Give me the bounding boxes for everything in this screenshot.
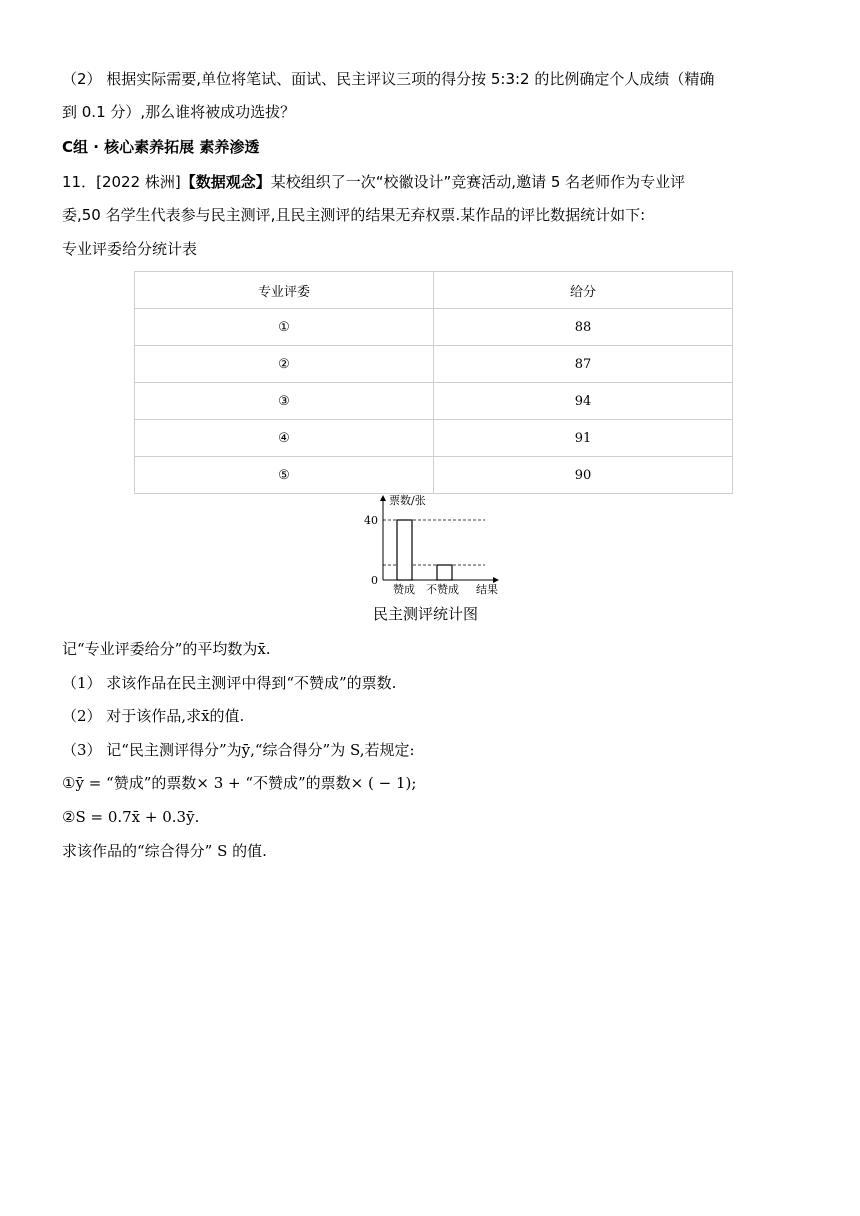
bar-disapprove bbox=[437, 565, 452, 580]
table-row bbox=[135, 420, 733, 457]
problem-number: 11． bbox=[62, 173, 97, 191]
table-row bbox=[135, 457, 733, 494]
category-label: 赞成 bbox=[393, 583, 415, 596]
note-average: 记“专业评委给分”的平均数为x̄. bbox=[62, 640, 271, 658]
problem-tag: 【数据观念】 bbox=[180, 173, 271, 191]
chart-caption: 民主测评统计图 bbox=[373, 605, 479, 623]
y-tick-label: 40 bbox=[364, 514, 378, 527]
judge-cell: ① bbox=[135, 309, 434, 346]
question-3: （3） 记“民主测评得分”为ȳ,“综合得分”为 S,若规定: bbox=[62, 741, 415, 759]
problem-source: [2022 株洲] bbox=[96, 173, 181, 191]
score-cell: 91 bbox=[434, 420, 733, 457]
section-c-heading: C组 · 核心素养拓展 素养渗透 bbox=[62, 138, 260, 156]
question-2: （2） 对于该作品,求x̄的值. bbox=[62, 707, 245, 725]
score-table bbox=[134, 271, 733, 494]
score-cell: 87 bbox=[434, 346, 733, 383]
score-cell: 94 bbox=[434, 383, 733, 420]
judge-cell: ④ bbox=[135, 420, 434, 457]
table-row bbox=[135, 309, 733, 346]
table-header-judge: 专业评委 bbox=[135, 272, 434, 309]
rule-1: ①ȳ = “赞成”的票数× 3 + “不赞成”的票数× ( − 1); bbox=[62, 774, 417, 792]
table-row bbox=[135, 346, 733, 383]
category-label: 不赞成 bbox=[426, 583, 459, 596]
bar-approve bbox=[397, 520, 412, 580]
table-title: 专业评委给分统计表 bbox=[62, 240, 198, 258]
problem-stem-text: 某校组织了一次“校徽设计”竞赛活动,邀请 5 名老师作为专业评 bbox=[270, 173, 686, 191]
question-1: （1） 求该作品在民主测评中得到“不赞成”的票数. bbox=[62, 674, 397, 692]
judge-cell: ③ bbox=[135, 383, 434, 420]
x-axis-label: 结果 bbox=[476, 583, 498, 596]
final-question: 求该作品的“综合得分” S 的值. bbox=[62, 842, 267, 860]
problem-11-stem1 bbox=[62, 171, 685, 193]
vote-bar-chart bbox=[360, 490, 510, 600]
part2-line2: 到 0.1 分）,那么谁将被成功选拔？ bbox=[62, 103, 296, 121]
score-cell: 90 bbox=[434, 457, 733, 494]
judge-cell: ⑤ bbox=[135, 457, 434, 494]
table-header-score: 给分 bbox=[434, 272, 733, 309]
table-row bbox=[135, 383, 733, 420]
score-cell: 88 bbox=[434, 309, 733, 346]
y-tick-label: 0 bbox=[371, 574, 378, 587]
rule-2: ②S = 0.7x̄ + 0.3ȳ. bbox=[62, 808, 200, 826]
judge-cell: ② bbox=[135, 346, 434, 383]
y-axis-label: 票数/张 bbox=[389, 494, 426, 507]
table-header-row bbox=[135, 272, 733, 309]
part2-line1: （2） 根据实际需要,单位将笔试、面试、民主评议三项的得分按 5:3:2 的比例确定个人成绩（精确 bbox=[62, 70, 715, 88]
problem-11-stem2: 委,50 名学生代表参与民主测评,且民主测评的结果无弃权票.某作品的评比数据统计如下: bbox=[62, 206, 646, 224]
